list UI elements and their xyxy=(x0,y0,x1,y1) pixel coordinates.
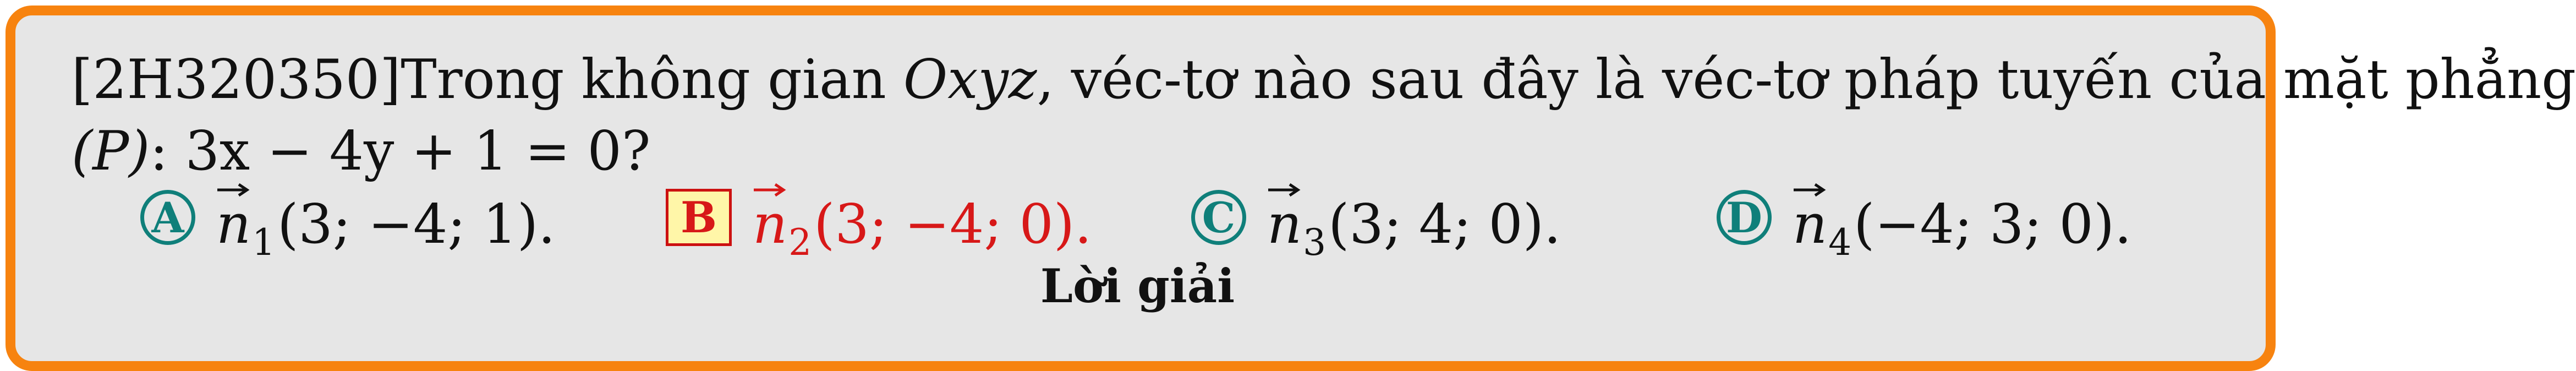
option-c-vector xyxy=(1267,179,1561,264)
space-name: Oxyz xyxy=(903,48,1037,111)
question-suffix: , véc-tơ nào sau đây là véc-tơ pháp tuyến của mặt phẳng xyxy=(1037,48,2576,111)
option-a-vector xyxy=(216,179,556,264)
option-d[interactable] xyxy=(1717,182,2132,264)
vector-arrow-icon xyxy=(1793,179,1827,256)
vector-symbol-a: n xyxy=(216,193,251,256)
option-c-letter: C xyxy=(1191,190,1246,245)
vector-coordinates-d: (−4; 3; 0). xyxy=(1854,193,2132,256)
solution-title: Lời giải xyxy=(1040,259,1235,313)
option-a[interactable] xyxy=(140,182,556,264)
vector-symbol-c: n xyxy=(1267,193,1302,256)
question-prefix: [2H320350]Trong không gian xyxy=(72,48,886,111)
option-c[interactable] xyxy=(1191,182,1561,264)
option-b[interactable] xyxy=(666,182,1092,264)
vector-subscript-b: 2 xyxy=(788,221,812,264)
vector-subscript-a: 1 xyxy=(252,221,276,264)
vector-arrow-icon xyxy=(1267,179,1302,256)
question-line-1 xyxy=(72,44,2576,116)
option-b-vector xyxy=(753,179,1092,264)
option-b-letter: B xyxy=(666,189,732,246)
option-a-letter: A xyxy=(140,190,195,245)
vector-arrow-icon xyxy=(753,179,787,256)
vector-arrow-icon xyxy=(216,179,251,256)
vector-subscript-d: 4 xyxy=(1828,221,1852,264)
question-text xyxy=(72,44,2576,187)
answer-options xyxy=(0,182,2275,264)
vector-coordinates-a: (3; −4; 1). xyxy=(277,193,556,256)
option-d-letter: D xyxy=(1717,190,1772,245)
plane-name: (P) xyxy=(72,120,150,183)
option-d-vector xyxy=(1793,179,2132,264)
plane-equation: : 3x − 4y + 1 = 0? xyxy=(150,120,651,183)
vector-subscript-c: 3 xyxy=(1303,221,1327,264)
vector-symbol-d: n xyxy=(1793,193,1828,256)
question-line-2 xyxy=(72,116,2217,187)
vector-coordinates-c: (3; 4; 0). xyxy=(1328,193,1561,256)
vector-coordinates-b: (3; −4; 0). xyxy=(814,193,1092,256)
vector-symbol-b: n xyxy=(753,193,788,256)
